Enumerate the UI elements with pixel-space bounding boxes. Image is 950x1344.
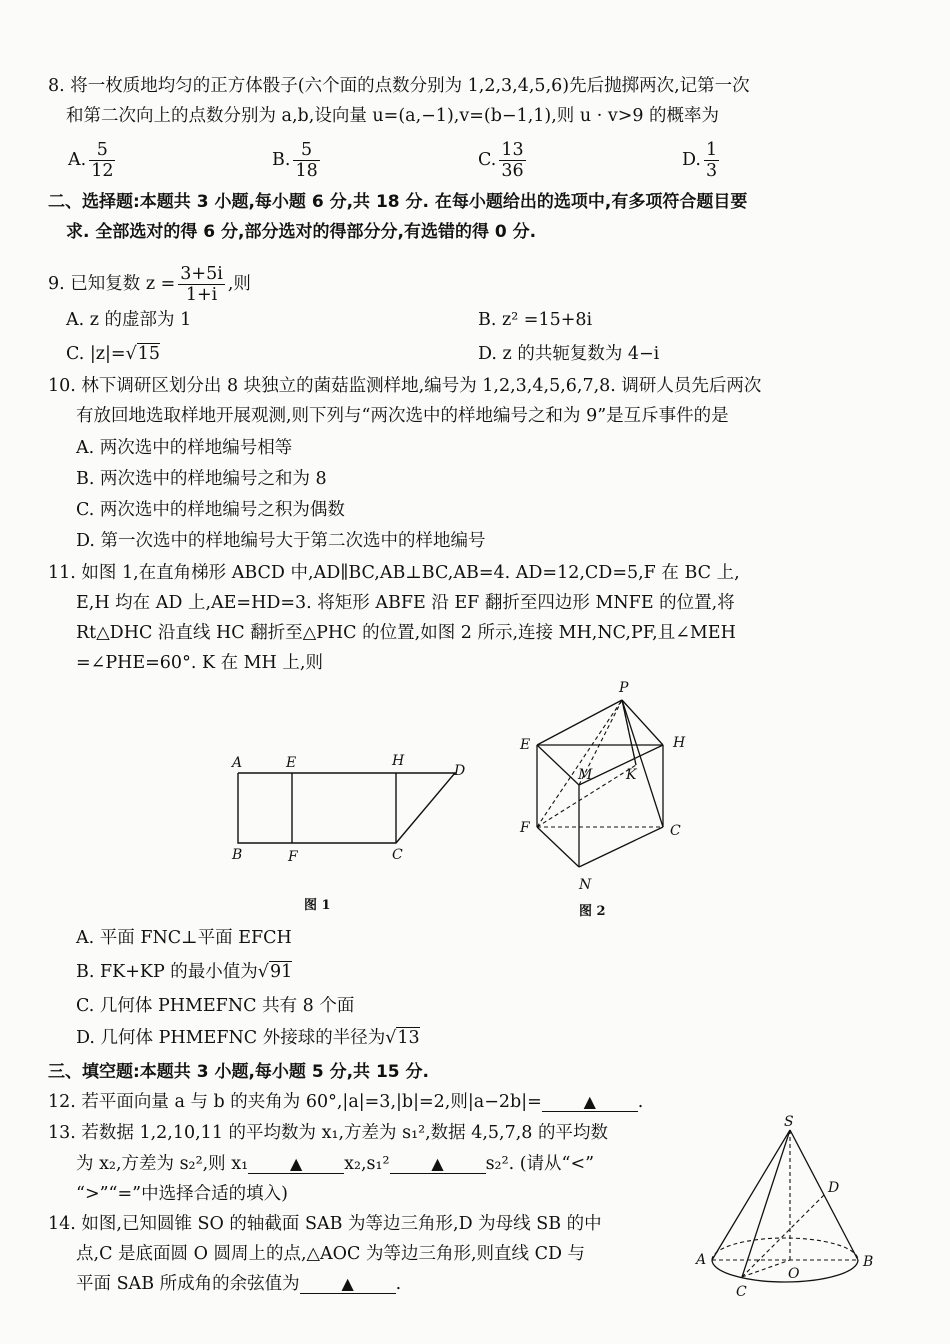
q11-option-d: D. 几何体 PHMEFNC 外接球的半径为√13 (76, 1028, 420, 1048)
q9-option-c: C. |z|=√15 (66, 344, 160, 364)
q11-line1: 11. 如图 1,在直角梯形 ABCD 中,AD∥BC,AB⊥BC,AB=4. AD=12,CD=5,F 在 BC 上, (48, 563, 740, 583)
q10-option-b: B. 两次选中的样地编号之和为 8 (76, 469, 327, 489)
q11-line4: =∠PHE=60°. K 在 MH 上,则 (76, 653, 323, 673)
q10-option-a: A. 两次选中的样地编号相等 (76, 438, 293, 458)
q8-option-a-fraction: $\frac{5}{12}$ (91, 140, 114, 181)
fig1-label-a: A (232, 755, 243, 771)
fig1-label-e: E (286, 755, 297, 771)
section2-heading: 二、选择题:本题共 3 小题,每小题 6 分,共 18 分. 在每小题给出的选项中,有多项符合题目要 (48, 192, 748, 212)
fig2-caption: 图 2 (579, 904, 606, 919)
fig2-label-e: E (520, 737, 531, 753)
q10-option-c: C. 两次选中的样地编号之积为偶数 (76, 500, 345, 520)
q13-line3: “>”“=”中选择合适的填入) (76, 1184, 288, 1204)
q9-option-a: A. z 的虚部为 1 (66, 310, 192, 330)
section2-heading-cont: 求. 全部选对的得 6 分,部分选对的得部分分,有选错的得 0 分. (66, 222, 537, 242)
fig2-label-k: K (626, 767, 637, 783)
cone-label-b: B (863, 1254, 874, 1270)
fig2-label-c: C (670, 823, 681, 839)
q11-figure1 (220, 745, 490, 920)
q11-option-c: C. 几何体 PHMEFNC 共有 8 个面 (76, 996, 355, 1016)
q8-line2: 和第二次向上的点数分别为 a,b,设向量 u=(a,−1),v=(b−1,1),则 u · v>9 的概率为 (66, 106, 720, 126)
q8-option-c: C. $\frac{13}{36}$ (478, 140, 524, 181)
q11-line3: Rt△DHC 沿直线 HC 翻折至△PHC 的位置,如图 2 所示,连接 MH,NC,PF,且∠MEH (76, 623, 736, 643)
fig2-label-p: P (619, 680, 629, 696)
q11-option-a: A. 平面 FNC⊥平面 EFCH (76, 928, 292, 948)
fig1-label-b: B (232, 847, 243, 863)
q8-option-a: A. $\frac{5}{12}$ (68, 140, 114, 181)
q13-answer-blank-1[interactable]: ▲ (248, 1155, 344, 1174)
q10-option-d: D. 第一次选中的样地编号大于第二次选中的样地编号 (76, 531, 486, 551)
q10-line2: 有放回地选取样地开展观测,则下列与“两次选中的样地编号之和为 9”是互斥事件的是 (76, 406, 729, 426)
q14-cone-figure (690, 1112, 890, 1307)
q13-line1: 13. 若数据 1,2,10,11 的平均数为 x₁,方差为 s₁²,数据 4,5,7,8 的平均数 (48, 1123, 609, 1143)
fig2-label-n: N (579, 877, 592, 893)
q8-option-b: B. $\frac{5}{18}$ (272, 140, 318, 181)
q8-option-d: D. $\frac{1}{3}$ (682, 140, 718, 181)
q14-line3: 平面 SAB 所成角的余弦值为 ▲ . (76, 1274, 402, 1294)
q11-figure2 (510, 675, 710, 925)
cone-label-o: O (788, 1266, 800, 1282)
q13-answer-blank-2[interactable]: ▲ (390, 1155, 486, 1174)
fig2-label-m: M (578, 767, 593, 783)
q9-fraction: $\frac{3+5i}{1+i}$ (180, 264, 223, 305)
cone-label-s: S (784, 1114, 794, 1130)
q12-answer-blank[interactable]: ▲ (542, 1093, 638, 1112)
section3-heading: 三、填空题:本题共 3 小题,每小题 5 分,共 15 分. (48, 1062, 429, 1082)
q8-option-d-fraction: $\frac{1}{3}$ (705, 140, 718, 181)
fig1-caption: 图 1 (304, 898, 331, 913)
q14-line1: 14. 如图,已知圆锥 SO 的轴截面 SAB 为等边三角形,D 为母线 SB 的中 (48, 1214, 602, 1234)
q9-stem: 9. 已知复数 z = $\frac{3+5i}{1+i}$ ,则 (48, 264, 251, 305)
cone-label-d: D (828, 1180, 840, 1196)
q10-line1: 10. 林下调研区划分出 8 块独立的菌菇监测样地,编号为 1,2,3,4,5,6,7,8. 调研人员先后两次 (48, 376, 762, 396)
fig1-label-f: F (288, 849, 298, 865)
q8-line1: 8. 将一枚质地均匀的正方体骰子(六个面的点数分别为 1,2,3,4,5,6)先后抛掷两次,记第一次 (48, 76, 750, 96)
q8-option-b-fraction: $\frac{5}{18}$ (295, 140, 318, 181)
q14-answer-blank[interactable]: ▲ (300, 1275, 396, 1294)
fig1-label-d: D (454, 763, 466, 779)
fig1-label-h: H (392, 753, 405, 769)
fig2-label-f: F (520, 820, 530, 836)
q9-option-d: D. z 的共轭复数为 4−i (478, 344, 660, 364)
q8-option-c-fraction: $\frac{13}{36}$ (501, 140, 524, 181)
fig1-label-c: C (392, 847, 403, 863)
fig2-label-h: H (673, 735, 686, 751)
q14-line2: 点,C 是底面圆 O 圆周上的点,△AOC 为等边三角形,则直线 CD 与 (76, 1244, 586, 1264)
q11-option-b: B. FK+KP 的最小值为√91 (76, 962, 293, 982)
q11-line2: E,H 均在 AD 上,AE=HD=3. 将矩形 ABFE 沿 EF 翻折至四边形 MNFE 的位置,将 (76, 593, 735, 613)
q12-stem: 12. 若平面向量 a 与 b 的夹角为 60°,|a|=3,|b|=2,则|a−2b|= ▲ . (48, 1092, 644, 1112)
cone-label-a: A (696, 1252, 707, 1268)
q9-option-b: B. z² =15+8i (478, 310, 593, 330)
q13-line2: 为 x₂,方差为 s₂²,则 x₁ ▲ x₂,s₁² ▲ s₂². (请从“<” (76, 1154, 595, 1174)
cone-label-c: C (736, 1284, 747, 1300)
